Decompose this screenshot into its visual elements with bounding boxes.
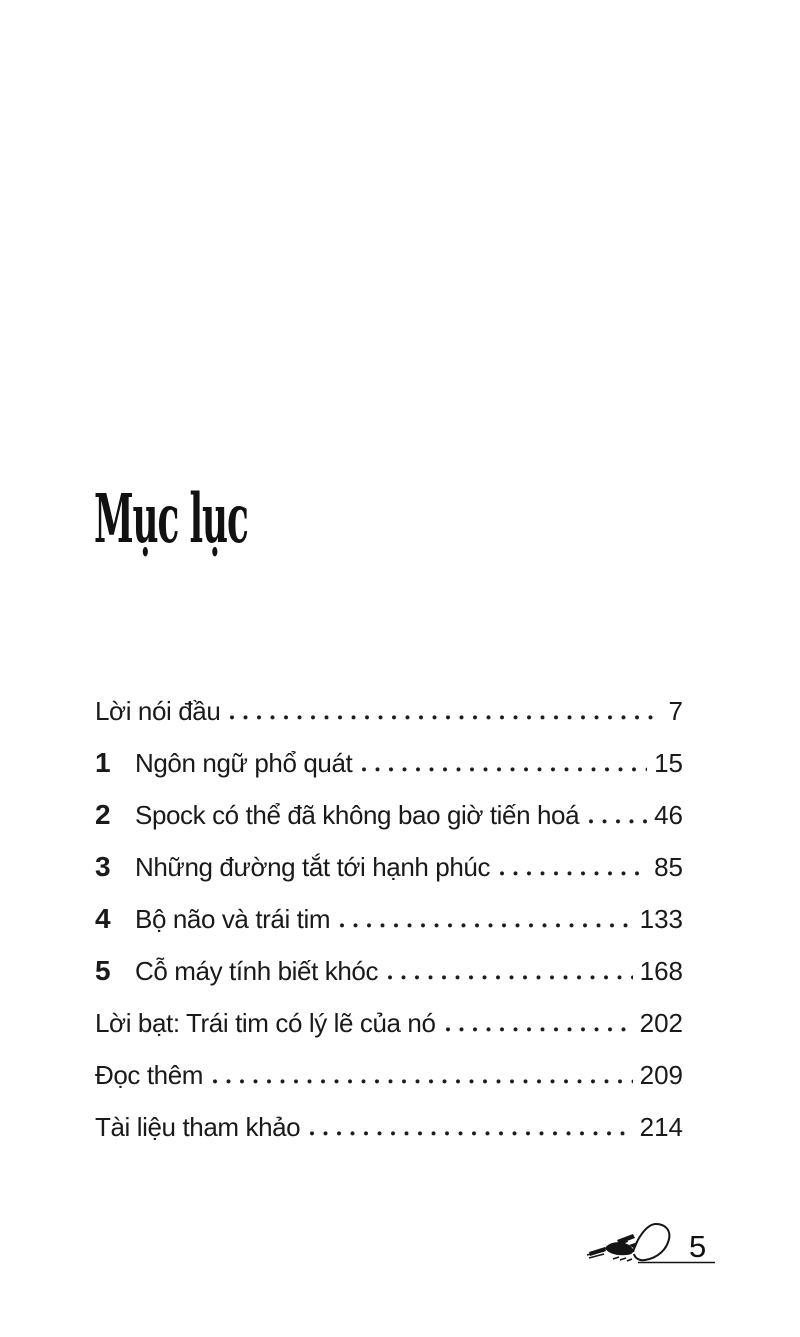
page-footer xyxy=(575,1218,720,1273)
chapter-title: Đọc thêm xyxy=(95,1060,204,1090)
chapter-title: Lời bạt: Trái tim có lý lẽ của nó xyxy=(95,1008,436,1038)
dot-leader xyxy=(500,871,647,876)
toc-entry xyxy=(95,789,683,841)
chapter-page-number: 168 xyxy=(639,956,683,986)
folio-page-number: 5 xyxy=(689,1229,707,1264)
chapter-title: Những đường tắt tới hạnh phúc xyxy=(135,852,491,882)
chapter-page-number: 214 xyxy=(639,1112,683,1142)
toc-list xyxy=(95,685,683,1153)
chapter-title: Bộ não và trái tim xyxy=(135,904,331,934)
chapter-number: 4 xyxy=(95,903,111,934)
chapter-title: Spock có thể đã không bao giờ tiến hoá xyxy=(135,800,580,830)
chapter-title: Lời nói đầu xyxy=(95,696,221,726)
dot-leader xyxy=(213,1079,633,1084)
toc-entry xyxy=(95,945,683,997)
dot-leader xyxy=(230,715,661,720)
dot-leader xyxy=(310,1131,632,1136)
chapter-title: Cỗ máy tính biết khóc xyxy=(135,956,379,986)
chapter-page-number: 7 xyxy=(668,696,683,726)
dot-leader xyxy=(340,923,632,928)
chapter-number: 5 xyxy=(95,955,111,986)
chapter-number: 1 xyxy=(95,747,111,778)
chapter-title: Ngôn ngữ phổ quát xyxy=(135,748,353,778)
toc-entry xyxy=(95,1101,683,1153)
chapter-page-number: 209 xyxy=(639,1060,683,1090)
chapter-page-number: 85 xyxy=(654,852,683,882)
chapter-page-number: 133 xyxy=(639,904,683,934)
chapter-page-number: 15 xyxy=(654,748,683,778)
toc-entry xyxy=(95,893,683,945)
toc-entry xyxy=(95,841,683,893)
toc-entry xyxy=(95,997,683,1049)
chapter-number: 3 xyxy=(95,851,111,882)
chapter-number: 2 xyxy=(95,799,111,830)
dot-leader xyxy=(446,1027,633,1032)
chapter-page-number: 202 xyxy=(639,1008,683,1038)
chapter-page-number: 46 xyxy=(654,800,683,830)
dot-leader xyxy=(589,819,647,824)
toc-entry xyxy=(95,737,683,789)
toc-entry xyxy=(95,685,683,737)
chapter-title: Tài liệu tham khảo xyxy=(95,1112,301,1142)
dot-leader xyxy=(362,767,647,772)
page-title: Mục lục xyxy=(94,479,248,560)
toc-entry xyxy=(95,1049,683,1101)
dot-leader xyxy=(388,975,633,980)
